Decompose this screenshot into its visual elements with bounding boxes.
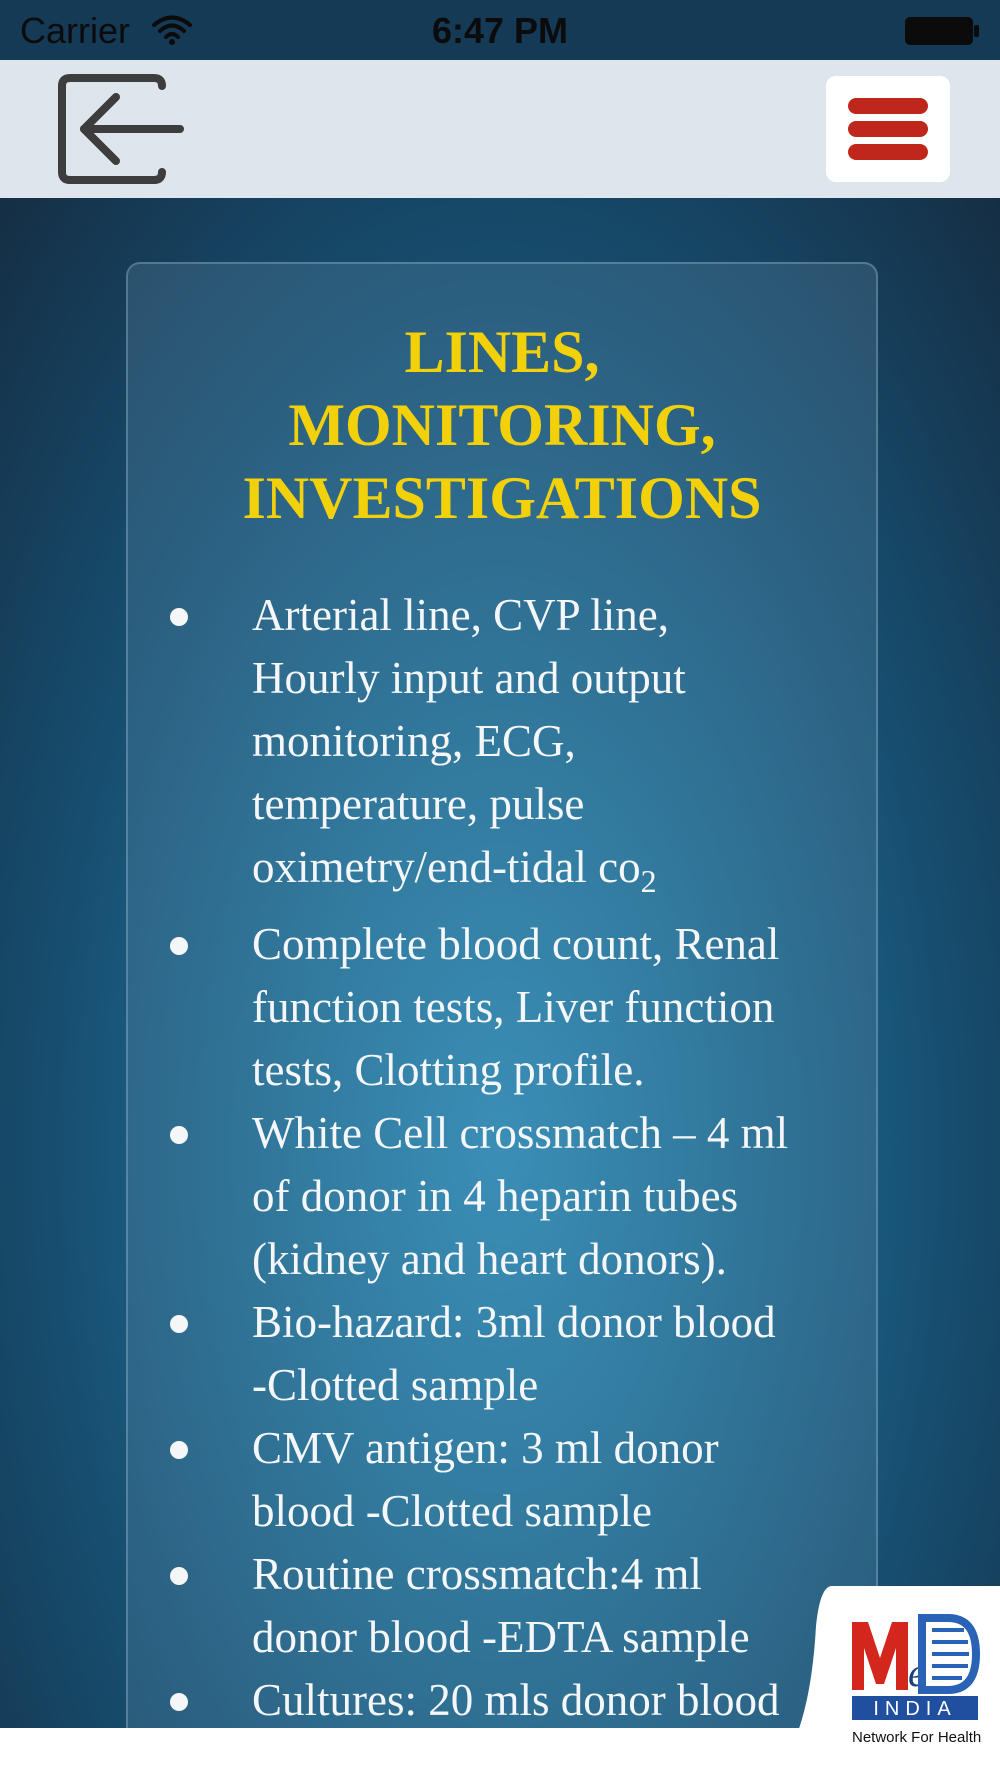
content-area bbox=[0, 198, 1000, 1728]
bullet-icon bbox=[170, 1693, 188, 1711]
title-line: INVESTIGATIONS bbox=[242, 465, 762, 531]
list-item: Routine crossmatch:4 ml donor blood -EDTA sample bbox=[164, 1543, 884, 1669]
battery-icon bbox=[904, 16, 980, 46]
svg-text:Network For Health: Network For Health bbox=[852, 1729, 982, 1746]
info-card bbox=[126, 262, 878, 1728]
list-item: CMV antigen: 3 ml donor blood -Clotted sample bbox=[164, 1417, 884, 1543]
list-item: White Cell crossmatch – 4 ml of donor in 4 heparin tubes (kidney and heart donors). bbox=[164, 1102, 884, 1291]
menu-button[interactable] bbox=[826, 76, 950, 182]
status-time: 6:47 PM bbox=[431, 10, 569, 51]
title-line: MONITORING, bbox=[288, 392, 716, 458]
carrier-label: Carrier bbox=[20, 10, 131, 51]
list-item: Cultures: 20 mls donor blood bbox=[164, 1669, 884, 1728]
bullet-icon bbox=[170, 1567, 188, 1585]
nav-header bbox=[0, 60, 1000, 198]
svg-text:e: e bbox=[908, 1650, 926, 1695]
title-line: LINES, bbox=[404, 319, 600, 385]
svg-text:INDIA: INDIA bbox=[873, 1698, 957, 1720]
bullet-icon bbox=[170, 1126, 188, 1144]
list-item: Complete blood count, Renal function tests, Liver function tests, Clotting profile. bbox=[164, 913, 884, 1102]
bullet-icon bbox=[170, 937, 188, 955]
list-item: Bio-hazard: 3ml donor blood -Clotted sample bbox=[164, 1291, 884, 1417]
back-arrow-exit-icon bbox=[56, 72, 186, 186]
bullet-icon bbox=[170, 1441, 188, 1459]
investigations-list bbox=[164, 584, 884, 1728]
card-title bbox=[128, 316, 876, 535]
bullet-icon bbox=[170, 1315, 188, 1333]
back-button[interactable] bbox=[56, 72, 186, 186]
status-bar bbox=[0, 0, 1000, 60]
logo-icon bbox=[772, 1586, 1000, 1778]
bullet-icon bbox=[170, 608, 188, 626]
med-india-logo[interactable] bbox=[772, 1586, 1000, 1778]
list-item: Arterial line, CVP line, Hourly input and output monitoring, ECG, temperature, pulse oximetry/end-tidal $co_2$ bbox=[164, 584, 884, 913]
